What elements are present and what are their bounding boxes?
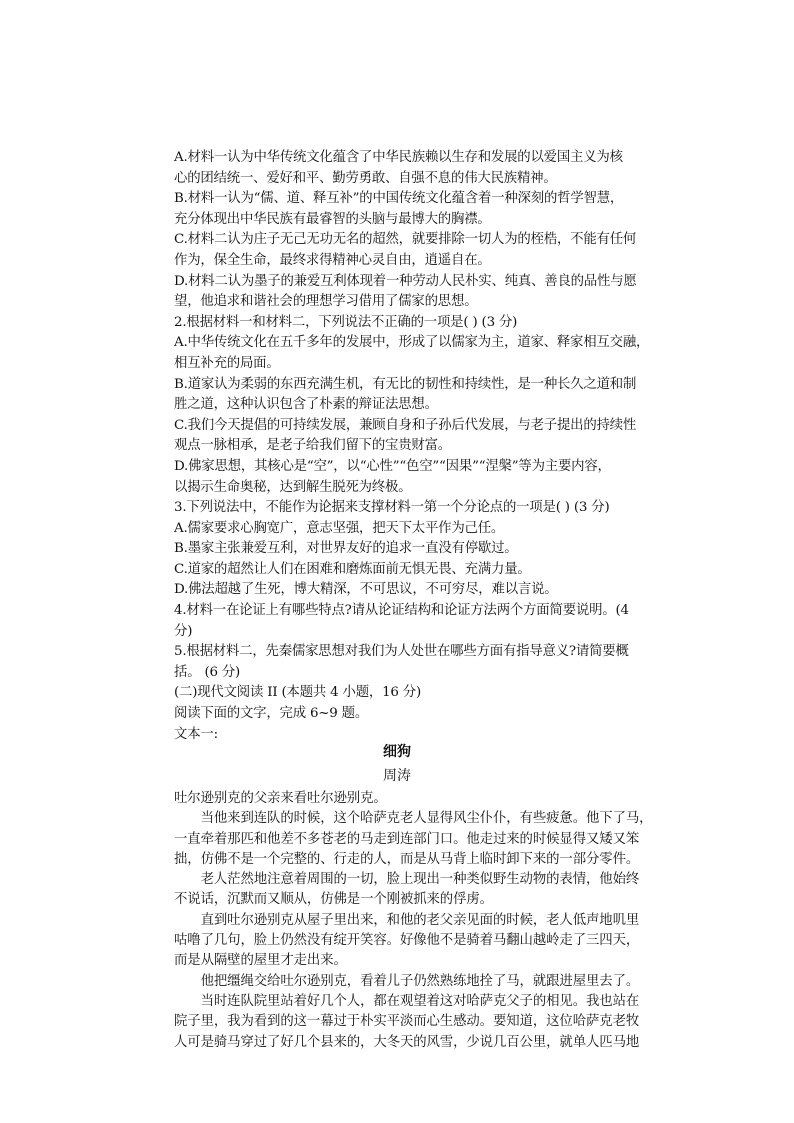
story-body (174, 789, 714, 1053)
story-line: 当他来到连队的时候，这个哈萨克老人显得风尘仆仆，有些疲惫。他下了马， (174, 811, 653, 827)
story-line: 他把缰绳交给吐尔逊别克，看着儿子仍然熟练地拴了马，就跟进屋里去了。 (174, 973, 640, 989)
text-line: 括。 (6 分) (174, 664, 241, 680)
story-line: 当时连队院里站着好几个人，都在观望着这对哈萨克父子的相见。我也站在 (174, 993, 640, 1009)
question-section (174, 148, 650, 745)
text-line: 充分体现出中华民族有最睿智的头脑与最博大的胸襟。 (174, 211, 491, 227)
story-line: 不说话，沉默而又顺从，仿佛是一个刚被抓来的俘虏。 (174, 892, 493, 908)
text-line: B.材料一认为“儒、道、释互补”的中国传统文化蕴含着一种深刻的哲学智慧， (174, 191, 624, 207)
text-one-label: 文本一: (174, 726, 218, 742)
story-line: 老人茫然地注意着周围的一切，脸上现出一种类似野生动物的表情，他始终 (174, 872, 640, 888)
text-line: A.材料一认为中华传统文化蕴含了中华民族赖以生存和发展的以爱国主义为核 (174, 150, 623, 165)
text-line: 以揭示生命奥秘，达到解生脱死为终极。 (174, 479, 412, 495)
question-3: 3.下列说法中，不能作为论据来支撑材料一第一个分论点的一项是( ) (3 分) (174, 500, 610, 516)
text-line: 望，他追求和谐社会的理想学习借用了儒家的思想。 (174, 294, 478, 310)
story-line: 一直牵着那匹和他差不多苍老的马走到连部门口。他走过来的时候显得又矮又笨 (174, 831, 640, 847)
text-line: D.佛家思想，其核心是“空”，以“心性”“色空”“因果”“涅槃”等为主要内容， (174, 458, 611, 474)
story-line: 人可是骑马穿过了好几个县来的，大冬天的风雪，少说几百公里，就单人匹马地 (174, 1034, 640, 1050)
text-line: B.墨家主张兼爱互利，对世界友好的追求一直没有停歇过。 (174, 541, 518, 557)
story-author: 周涛 (383, 768, 411, 784)
story-line: 院子里，我为看到的这一幕过于朴实平淡而心生感动。要知道，这位哈萨克老牧 (174, 1014, 640, 1030)
text-line: 观点一脉相承，是老子给我们留下的宝贵财富。 (174, 438, 452, 454)
section-heading: (二)现代文阅读 II (本题共 4 小题，16 分) (174, 685, 421, 701)
story-line: 吐尔逊别克的父亲来看吐尔逊别克。 (174, 791, 387, 806)
instruction: 阅读下面的文字，完成 6~9 题。 (174, 706, 369, 722)
text-line: 心的团结统一、爱好和平、勤劳勇敢、自强不息的伟大民族精神。 (174, 170, 557, 186)
question-2: 2.根据材料一和材料二，下列说法不正确的一项是( ) (3 分) (174, 314, 518, 330)
text-line: C.道家的超然让人们在困难和磨炼面前无惧无畏、充满力量。 (174, 561, 531, 577)
question-5: 5.根据材料二，先秦儒家思想对我们为人处世在哪些方面有指导意义?请简要概 (174, 644, 629, 660)
story-line: 咕噜了几句，脸上仍然没有绽开笑容。好像他不是骑着马翻山越岭走了三四天， (174, 933, 640, 949)
text-line: 胜之道，这种认识包含了朴素的辩证法思想。 (174, 397, 438, 413)
story-title: 细狗 (383, 744, 411, 760)
text-line: A.中华传统文化在五千多年的发展中，形成了以儒家为主，道家、释家相互交融， (174, 335, 650, 351)
text-line: C.材料二认为庄子无己无功无名的超然，就要排除一切人为的桎梏，不能有任何 (174, 232, 637, 248)
text-line: C.我们今天提倡的可持续发展，兼顾自身和子孙后代发展，与老子提出的持续性 (174, 417, 637, 433)
text-line: 分) (174, 623, 193, 639)
text-line: 作为，保全生命，最终求得精神心灵自由，逍遥自在。 (174, 252, 491, 268)
text-line: A.儒家要求心胸宽广，意志坚强，把天下太平作为己任。 (174, 520, 505, 536)
text-line: B.道家认为柔弱的东西充满生机，有无比的韧性和持续性，是一种长久之道和制 (174, 376, 637, 392)
text-line: D.材料二认为墨子的兼爱互利体现着一种劳动人民朴实、纯真、善良的品性与愿 (174, 273, 637, 289)
story-line: 而是从隔壁的屋里才走出来。 (174, 953, 347, 969)
question-4: 4.材料一在论证上有哪些特点?请从论证结构和论证方法两个方面简要说明。(4 (174, 603, 629, 619)
text-line: 相互补充的局面。 (174, 355, 280, 371)
story-line: 拙，仿佛不是一个完整的、行走的人，而是从马背上临时卸下来的一部分零件。 (174, 851, 640, 867)
story-line: 直到吐尔逊别克从屋子里出来，和他的老父亲见面的时候，老人低声地叽里 (174, 912, 640, 928)
text-line: D.佛法超越了生死，博大精深，不可思议，不可穷尽，难以言说。 (174, 582, 558, 598)
